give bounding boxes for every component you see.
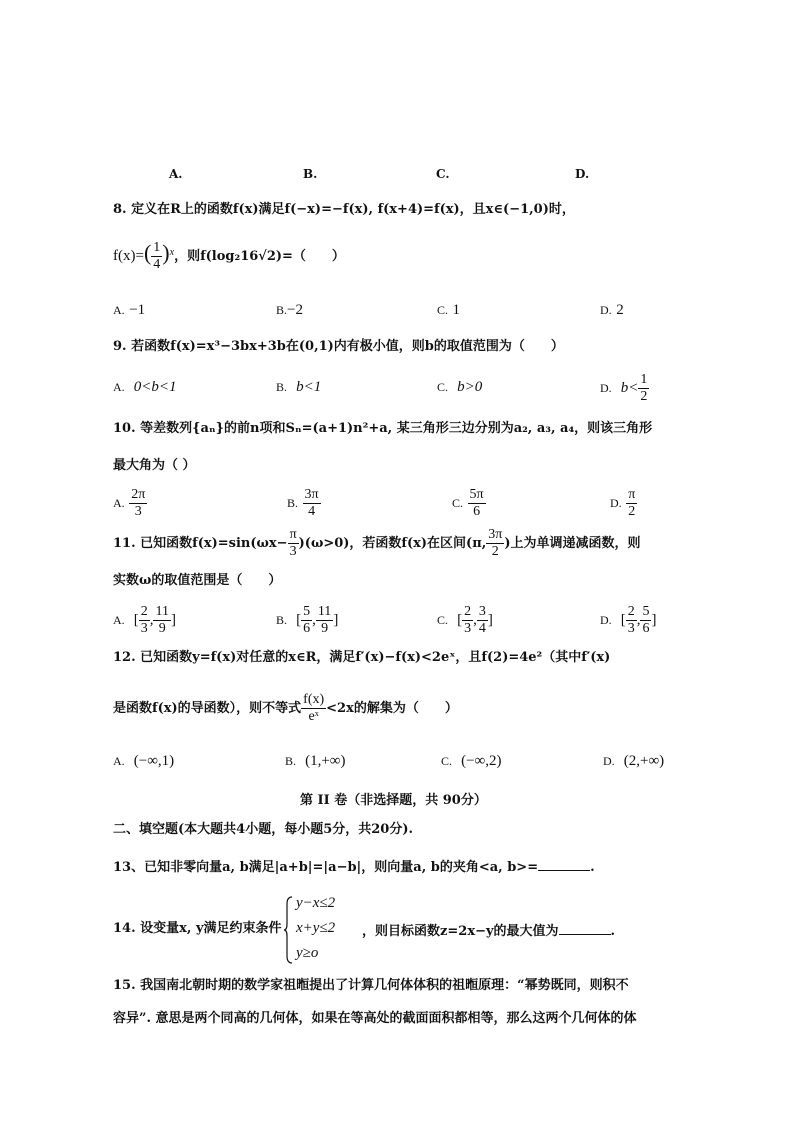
q10-option-d: D. $\frac{\pi}{2}$: [610, 487, 636, 520]
q14-stem-prefix: 14. 设变量x, y满足约束条件: [113, 921, 282, 936]
q8-option-c: C. 1: [437, 302, 461, 318]
q9-option-b: B. b<1: [276, 379, 322, 395]
q7-option-a: A.: [169, 167, 183, 181]
q12-option-d: D. (2,+∞): [603, 753, 665, 769]
q8-option-d: D. 2: [600, 302, 624, 318]
q12-option-c: C. (−∞,2): [441, 753, 502, 769]
q11-option-c: C. [ $\frac{2}{3}$ , $\frac{3}{4}$ ]: [437, 604, 493, 637]
q14-constraint-3: y≥o: [296, 945, 319, 961]
q7-option-b: B.: [303, 167, 318, 181]
q10-option-a: A. $\frac{2\pi}{3}$: [113, 487, 146, 520]
q11-option-b: B. [ $\frac{5}{6}$ , $\frac{11}{9}$ ]: [276, 604, 339, 637]
q11-option-d: D. [ $\frac{2}{3}$ , $\frac{5}{6}$ ]: [600, 604, 657, 637]
q10-option-c: C. $\frac{5\pi}{6}$: [452, 487, 484, 520]
q8-option-b: B.−2: [276, 302, 303, 318]
q8-stem: 8. 定义在R上的函数f(x)满足f(−x)=−f(x), f(x+4)=f(x)，且x∈(−1,0)时，: [113, 202, 575, 217]
q12-option-a: A. (−∞,1): [113, 753, 175, 769]
q10-stem: 10. 等差数列{aₙ}的前n项和Sₙ=(a+1)n²+a, 某三角形三边分别为a₂, a₃, a₄，则该三角形: [113, 421, 653, 436]
q9-option-c: C. b>0: [437, 379, 483, 395]
q14-constraint-1: y−x≤2: [296, 895, 336, 911]
q11-option-a: A. [ $\frac{2}{3}$ , $\frac{11}{9}$ ]: [113, 604, 176, 637]
q15-stem: 15. 我国南北朝时期的数学家祖暅提出了计算几何体体积的祖暅原理：“幂势既同，则积不: [113, 978, 629, 993]
q12-stem: 12. 已知函数y=f(x)对任意的x∈R，满足f′(x)−f(x)<2eˣ，且f(2)=4e²（其中f′(x): [113, 650, 611, 665]
q14-answer-blank[interactable]: [559, 922, 611, 935]
q7-option-c: C.: [436, 167, 450, 181]
q10-stem-line2: 最大角为（ ）: [113, 458, 196, 473]
part2-heading: 二、填空题(本大题共4小题，每小题5分，共20分).: [113, 822, 414, 837]
q11-stem-line2: 实数ω的取值范围是（ ）: [113, 573, 282, 588]
q8-option-a: A. −1: [113, 302, 146, 318]
q13-answer-blank[interactable]: [538, 858, 590, 871]
q15-stem-line2: 容异”. 意思是两个同高的几何体，如果在等高处的截面面积都相等，那么这两个几何体的体: [113, 1011, 637, 1026]
q9-option-a: A. 0<b<1: [113, 379, 177, 395]
q14-stem-suffix: ，则目标函数z=2x−y的最大值为 .: [362, 924, 616, 939]
q12-stem-line2: 是函数f(x)的导函数），则不等式 $\frac{f(x)}{\text{eˣ}}$ <2x的解集为（ ）: [113, 692, 458, 725]
q9-option-d: D. b< $\frac{1}{2}$: [600, 372, 648, 405]
q10-option-b: B. $\frac{3\pi}{4}$: [287, 487, 319, 520]
q7-option-d: D.: [575, 167, 590, 181]
q12-option-b: B. (1,+∞): [285, 753, 346, 769]
q11-stem: 11. 已知函数f(x)=sin(ωx− $\frac{\pi}{3}$ )(ω>0)，若函数f(x)在区间(π, $\frac{3\pi}{2}$ )上为单调递减函数，则: [113, 527, 641, 560]
section-title: 第 II 卷（非选择题，共 90分）: [300, 793, 487, 808]
q13-stem: 13、已知非零向量a, b满足|a+b|=|a−b|，则向量a, b的夹角<a, b>= .: [113, 860, 595, 875]
constraint-brace: [283, 896, 293, 964]
q14-constraint-2: x+y≤2: [296, 920, 336, 936]
q9-stem: 9. 若函数f(x)=x³−3bx+3b在(0,1)内有极小值，则b的取值范围为（ ）: [113, 339, 564, 354]
q8-stem-line2: f(x)=( $\frac{1}{4}$ )$^x$，则f(log₂16√2)=（ ）: [113, 240, 345, 273]
